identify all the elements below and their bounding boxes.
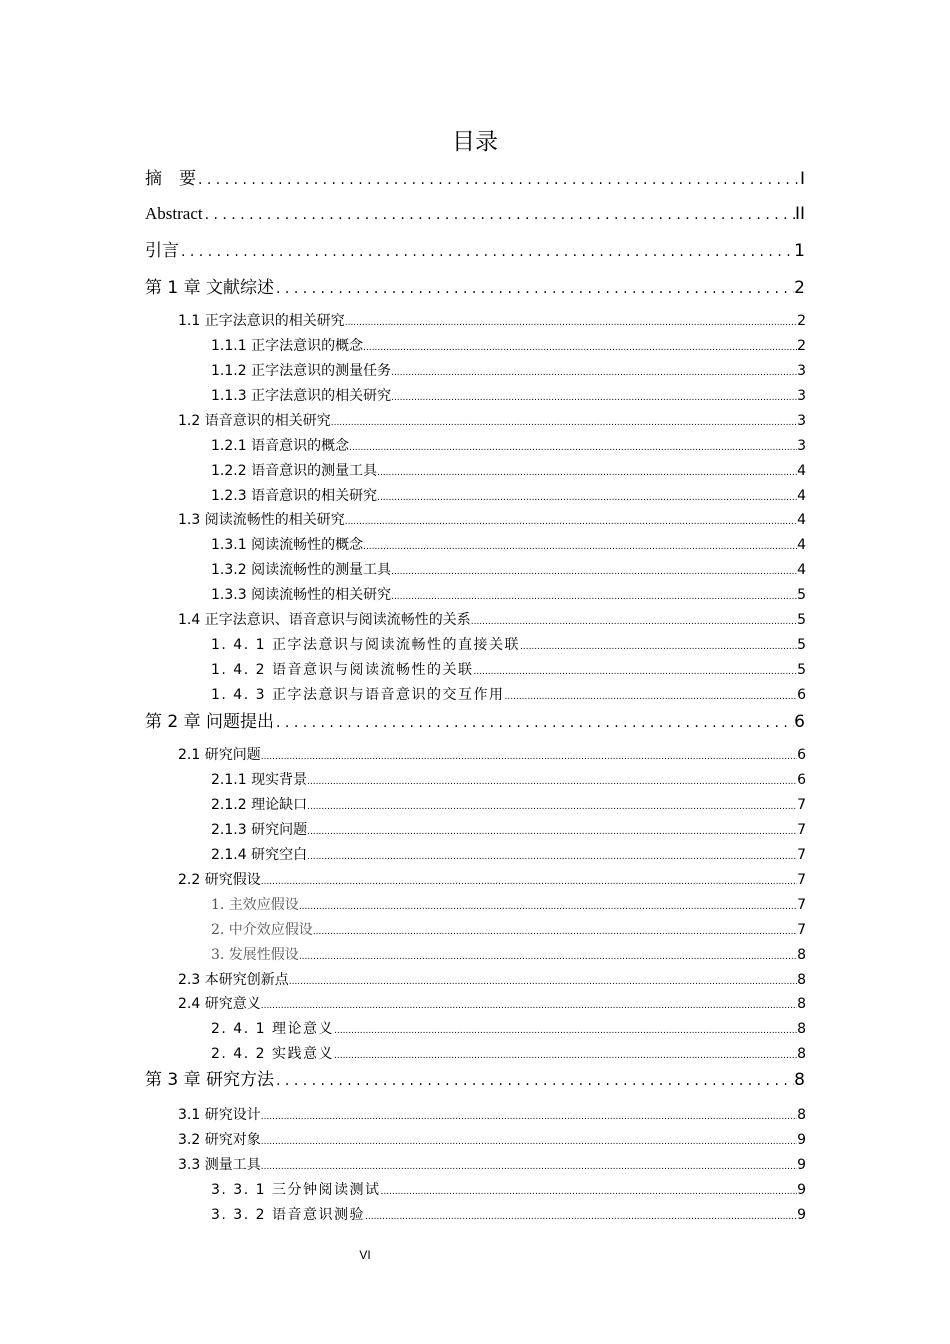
dot-leader (307, 846, 797, 866)
toc-entry-label: 1. 4. 2 语音意识与阅读流畅性的关联 (211, 662, 474, 678)
toc-entry-page: 4 (797, 512, 806, 528)
toc-entry-label: 1.4 正字法意识、语音意识与阅读流畅性的关系 (178, 612, 471, 628)
toc-entry-subsection[interactable] (211, 1179, 806, 1201)
toc-entry-label: 1.2 语音意识的相关研究 (178, 413, 331, 429)
dot-leader (299, 896, 797, 916)
toc-entry-page: 3 (797, 438, 806, 454)
toc-entry-page: 5 (797, 637, 806, 653)
dot-leader (289, 971, 797, 991)
toc-entry-label: 2. 中介效应假设 (211, 922, 313, 938)
toc-entry-page: 9 (797, 1207, 806, 1223)
toc-entry-label: 2.1 研究问题 (178, 747, 261, 763)
dot-leader (365, 1206, 797, 1226)
toc-entry-page: 3 (797, 388, 806, 404)
dot-leader (261, 746, 797, 766)
toc-entry-page: 5 (797, 587, 806, 603)
toc-entry-subsection[interactable] (211, 844, 806, 866)
dot-leader (261, 1131, 797, 1151)
toc-entry-subsection[interactable] (211, 385, 806, 407)
dot-leader (345, 312, 797, 332)
toc-entry-page: 4 (797, 463, 806, 479)
toc-entry-label: Abstract (145, 204, 203, 223)
toc-entry-label: 3.3 测量工具 (178, 1157, 261, 1173)
dot-leader (391, 387, 797, 407)
toc-entry-subsection[interactable] (211, 1018, 806, 1040)
dot-leader (274, 711, 794, 734)
toc-entry-page: 5 (797, 612, 806, 628)
toc-entry-subsection[interactable] (211, 485, 806, 507)
toc-entry-page: 6 (797, 747, 806, 763)
toc-entry-page: 2 (797, 313, 806, 329)
toc-entry-subsection[interactable] (211, 460, 806, 482)
toc-entry-section[interactable] (178, 969, 806, 991)
toc-entry-label: 第 2 章 问题提出 (145, 712, 275, 732)
toc-entry-page: 9 (797, 1157, 806, 1173)
toc-entry-section[interactable] (178, 744, 806, 766)
dot-leader (313, 921, 797, 941)
toc-entry-page: 4 (797, 537, 806, 553)
toc-entry-introduction[interactable] (145, 239, 805, 263)
dot-leader (377, 487, 797, 507)
toc-entry-label: 3. 3. 2 语音意识测验 (211, 1207, 365, 1223)
toc-entry-page: 8 (797, 1021, 806, 1037)
dot-leader (307, 771, 797, 791)
dot-leader (391, 561, 797, 581)
toc-entry-label: 3.1 研究设计 (178, 1107, 261, 1123)
dot-leader (380, 1181, 797, 1201)
toc-entry-chapter-3[interactable] (145, 1068, 805, 1092)
toc-entry-label: 2.1.2 理论缺口 (211, 797, 308, 813)
toc-entry-page: 7 (797, 897, 806, 913)
toc-entry-page: 8 (797, 1046, 806, 1062)
dot-leader (363, 337, 797, 357)
dot-leader (391, 362, 797, 382)
toc-entry-page: 7 (797, 847, 806, 863)
toc-entry-label: 2.3 本研究创新点 (178, 972, 289, 988)
toc-entry-page: 4 (797, 488, 806, 504)
toc-entry-section[interactable] (178, 1104, 806, 1126)
dot-leader (473, 661, 797, 681)
toc-entry-label: 2.1.1 现实背景 (211, 772, 308, 788)
dot-leader (274, 277, 794, 300)
toc-entry-page: 6 (794, 712, 805, 732)
toc-entry-label: 1.3 阅读流畅性的相关研究 (178, 512, 345, 528)
dot-leader (179, 240, 794, 263)
toc-entry-subsection[interactable] (211, 559, 806, 581)
dot-leader (471, 611, 797, 631)
toc-entry-section[interactable] (178, 609, 806, 631)
toc-entry-subsection[interactable] (211, 944, 806, 966)
dot-leader (274, 1069, 794, 1092)
toc-entry-page: 8 (797, 972, 806, 988)
toc-entry-subsection[interactable] (211, 584, 806, 606)
toc-entry-label: 1.1.2 正字法意识的测量任务 (211, 363, 392, 379)
toc-entry-label: 2.1.3 研究问题 (211, 822, 308, 838)
toc-entry-label: 2.1.4 研究空白 (211, 847, 308, 863)
toc-entry-section[interactable] (178, 509, 806, 531)
dot-leader (334, 1045, 797, 1065)
toc-entry-section[interactable] (178, 869, 806, 891)
toc-entry-page: 3 (797, 363, 806, 379)
toc-entry-label: 2.2 研究假设 (178, 872, 261, 888)
toc-entry-page: 6 (797, 687, 806, 703)
toc-entry-section[interactable] (178, 993, 806, 1015)
toc-entry-abstract-cn[interactable] (145, 167, 805, 191)
toc-entry-page: 7 (797, 822, 806, 838)
toc-entry-subsection[interactable] (211, 894, 806, 916)
toc-entry-page: 8 (794, 1070, 805, 1090)
toc-entry-section[interactable] (178, 310, 806, 332)
dot-leader (504, 686, 797, 706)
toc-entry-label: 3.2 研究对象 (178, 1132, 261, 1148)
toc-entry-page: 1 (794, 241, 805, 261)
toc-entry-subsection[interactable] (211, 919, 806, 941)
toc-entry-section[interactable] (178, 1154, 806, 1176)
dot-leader (261, 1156, 797, 1176)
toc-entry-label: 1.2.3 语音意识的相关研究 (211, 488, 378, 504)
toc-entry-label: 1. 4. 3 正字法意识与语音意识的交互作用 (211, 687, 505, 703)
toc-entry-label: 1. 主效应假设 (211, 897, 299, 913)
dot-leader (377, 462, 797, 482)
toc-entry-subsection[interactable] (211, 819, 806, 841)
toc-entry-abstract-en[interactable] (145, 202, 805, 226)
dot-leader (261, 995, 797, 1015)
dot-leader (334, 1020, 797, 1040)
toc-entry-label: 引言 (145, 241, 179, 261)
toc-entry-subsection[interactable] (211, 794, 806, 816)
toc-entry-page: 2 (797, 338, 806, 354)
toc-entry-subsection[interactable] (211, 769, 806, 791)
toc-entry-label: 1.2.1 语音意识的概念 (211, 438, 350, 454)
toc-entry-page: 4 (797, 562, 806, 578)
dot-leader (261, 1106, 797, 1126)
toc-entry-page: 8 (797, 947, 806, 963)
toc-entry-page: II (794, 204, 805, 224)
toc-entry-page: 8 (797, 996, 806, 1012)
toc-entry-subsection[interactable] (211, 360, 806, 382)
toc-entry-subsection[interactable] (211, 1043, 806, 1065)
dot-leader (196, 168, 800, 191)
dot-leader (307, 821, 797, 841)
dot-leader (331, 412, 797, 432)
toc-entry-label: 1.2.2 语音意识的测量工具 (211, 463, 378, 479)
toc-entry-label: 第 3 章 研究方法 (145, 1070, 275, 1090)
toc-entry-label: 2.4 研究意义 (178, 996, 261, 1012)
page-number-footer: VI (359, 1248, 371, 1262)
toc-entry-page: 2 (794, 278, 805, 298)
toc-entry-subsection[interactable] (211, 634, 806, 656)
toc-entry-label: 3. 发展性假设 (211, 947, 299, 963)
toc-entry-page: 6 (797, 772, 806, 788)
toc-entry-page: 7 (797, 922, 806, 938)
toc-entry-label: 1.3.1 阅读流畅性的概念 (211, 537, 364, 553)
toc-entry-page: 7 (797, 872, 806, 888)
toc-entry-chapter-2[interactable] (145, 710, 805, 734)
dot-leader (299, 946, 797, 966)
toc-entry-page: 7 (797, 797, 806, 813)
toc-entry-label: 1.3.3 阅读流畅性的相关研究 (211, 587, 392, 603)
toc-entry-label: 3. 3. 1 三分钟阅读测试 (211, 1182, 381, 1198)
toc-entry-page: 9 (797, 1132, 806, 1148)
toc-entry-subsection[interactable] (211, 1204, 806, 1226)
toc-entry-section[interactable] (178, 410, 806, 432)
toc-entry-subsection[interactable] (211, 684, 806, 706)
toc-entry-subsection[interactable] (211, 659, 806, 681)
toc-entry-label: 第 1 章 文献综述 (145, 278, 275, 298)
dot-leader (203, 203, 795, 226)
dot-leader (307, 796, 797, 816)
toc-entry-label: 2. 4. 2 实践意义 (211, 1046, 334, 1062)
toc-entry-label: 1.3.2 阅读流畅性的测量工具 (211, 562, 392, 578)
toc-entry-label: 1.1.1 正字法意识的概念 (211, 338, 364, 354)
toc-entry-label: 1.1.3 正字法意识的相关研究 (211, 388, 392, 404)
toc-entry-label: 摘 要 (145, 169, 196, 189)
toc-entry-page: 3 (797, 413, 806, 429)
toc-entry-label: 1. 4. 1 正字法意识与阅读流畅性的直接关联 (211, 637, 520, 653)
toc-entry-label: 1.1 正字法意识的相关研究 (178, 313, 345, 329)
toc-entry-subsection[interactable] (211, 435, 806, 457)
toc-entry-page: 9 (797, 1182, 806, 1198)
toc-entry-page: I (799, 169, 805, 189)
toc-entry-page: 5 (797, 662, 806, 678)
dot-leader (520, 636, 797, 656)
dot-leader (349, 437, 797, 457)
toc-entry-subsection[interactable] (211, 534, 806, 556)
toc-title: 目录 (452, 129, 498, 155)
dot-leader (391, 586, 797, 606)
toc-entry-subsection[interactable] (211, 335, 806, 357)
toc-entry-section[interactable] (178, 1129, 806, 1151)
dot-leader (261, 871, 797, 891)
toc-entry-label: 2. 4. 1 理论意义 (211, 1021, 334, 1037)
dot-leader (363, 536, 797, 556)
toc-entry-chapter-1[interactable] (145, 276, 805, 300)
toc-entry-page: 8 (797, 1107, 806, 1123)
dot-leader (345, 511, 797, 531)
